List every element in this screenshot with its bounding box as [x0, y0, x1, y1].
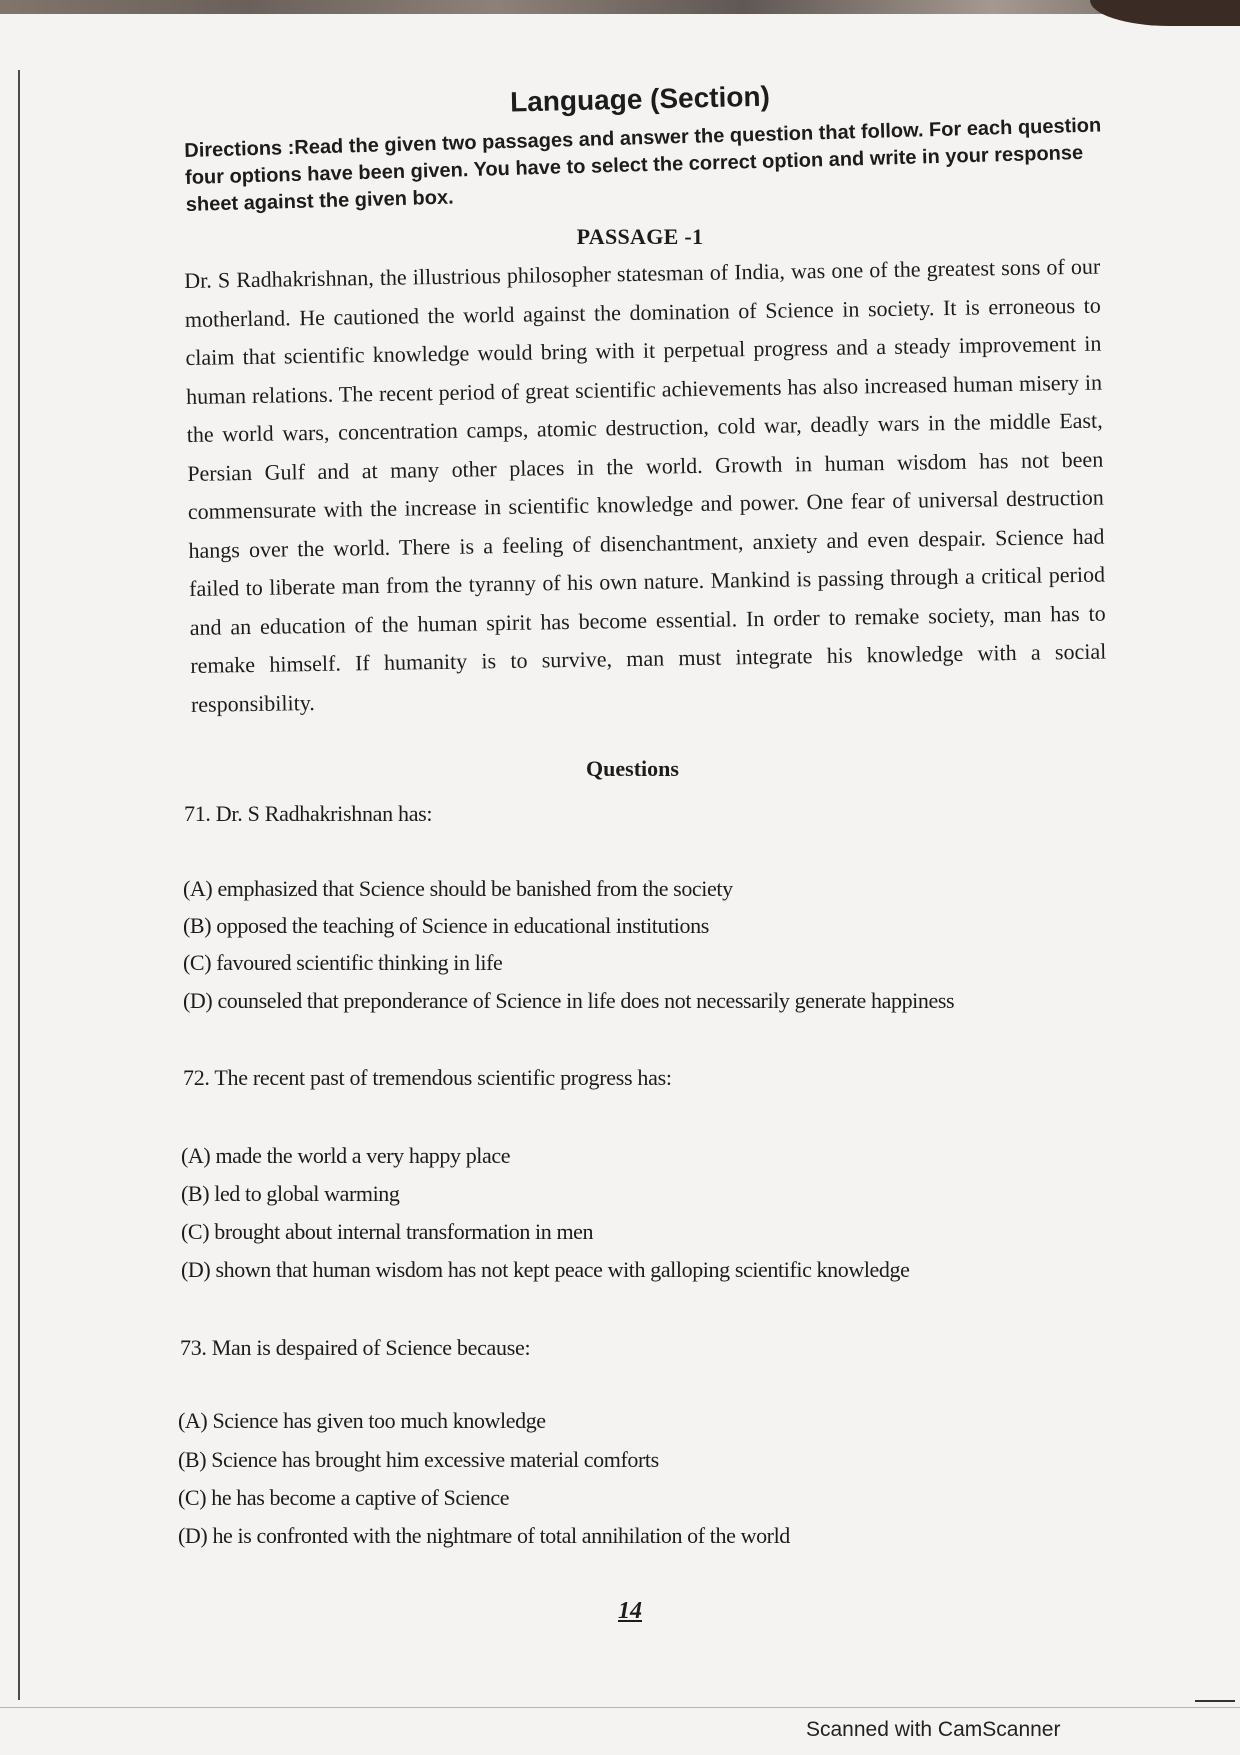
passage-body: Dr. S Radhakrishnan, the illustrious philosopher statesman of India, was one of the greatest sons of our motherland. He cautioned the world against the domination of Science in society. It is erroneous to claim that scientific knowledge would bring with it perpetual progress and a steady improvement in human relations. The recent period of great scientific achievements has also increased human misery in the world wars, concentration camps, atomic destruction, cold war, deadly wars in the middle East, Persian Gulf and at many other places in the world. Growth in human wisdom has not been commensurate with the increase in scientific knowledge and power. One fear of universal destruction hangs over the world. There is a feeling of disenchantment, anxiety and even despair. Science had failed to liberate man from the tyranny of his own nature. Mankind is passing through a critical period and an education of the human spirit has become essential. In order to remake society, man has to remake himself. If humanity is to survive, man must integrate his knowledge with a social responsibility.	[184, 253, 1107, 717]
question-71-stem: 71. Dr. S Radhakrishnan has:	[184, 801, 433, 826]
question-71-option-a: (A) emphasized that Science should be banished from the society	[183, 876, 733, 901]
directions-text: Directions :Read the given two passages and answer the question that follow. For each question four options have been given. You have to select the correct option and write in your response sheet against the given box.	[184, 114, 1102, 216]
section-title: Language (Section)	[509, 80, 771, 118]
question-72-option-d: (D) shown that human wisdom has not kept peace with galloping scientific knowledge	[181, 1257, 910, 1282]
question-72-option-c: (C) brought about internal transformation in men	[181, 1219, 594, 1244]
bottom-rule	[0, 1707, 1240, 1708]
question-73-option-b: (B) Science has brought him excessive material comforts	[178, 1447, 659, 1472]
question-72-option-a: (A) made the world a very happy place	[181, 1143, 511, 1168]
scanner-watermark: Scanned with CamScanner	[806, 1718, 1061, 1741]
questions-heading: Questions	[586, 756, 679, 781]
question-73-option-a: (A) Science has given too much knowledge	[178, 1408, 546, 1433]
page-number: 14	[618, 1598, 642, 1624]
scan-corner-shadow	[1090, 0, 1240, 26]
question-72-option-b: (B) led to global warming	[181, 1181, 400, 1206]
question-73-option-d: (D) he is confronted with the nightmare of total annihilation of the world	[178, 1523, 790, 1548]
question-72-stem: 72. The recent past of tremendous scientific progress has:	[183, 1065, 672, 1090]
question-73-option-c: (C) he has become a captive of Science	[178, 1485, 510, 1510]
scan-top-edge	[0, 0, 1240, 14]
question-73-stem: 73. Man is despaired of Science because:	[180, 1335, 531, 1360]
question-71-option-d: (D) counseled that preponderance of Science in life does not necessarily generate happiness	[183, 988, 955, 1013]
bottom-right-mark	[1195, 1700, 1235, 1702]
left-margin-line	[18, 70, 20, 1700]
question-71-option-b: (B) opposed the teaching of Science in educational institutions	[183, 913, 709, 938]
question-71-option-c: (C) favoured scientific thinking in life	[183, 950, 503, 975]
passage-title: PASSAGE -1	[576, 224, 704, 249]
